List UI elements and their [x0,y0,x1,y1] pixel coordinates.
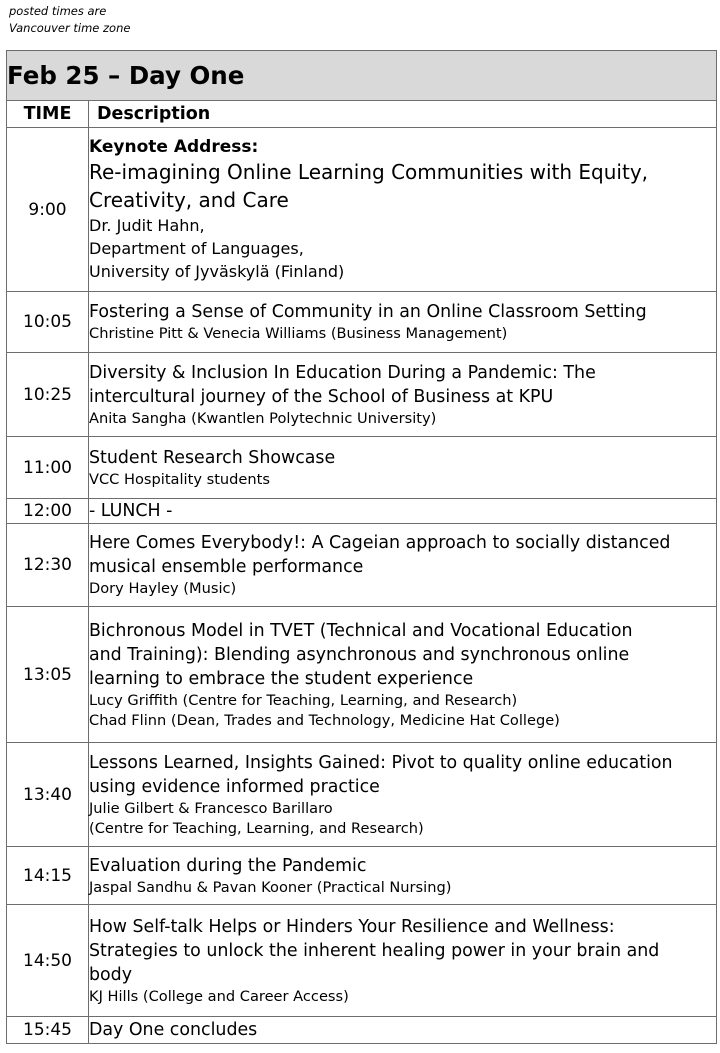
session-description [89,743,717,847]
schedule-row [7,743,717,847]
session-title-line: using evidence informed practice [89,776,380,797]
schedule-row [7,607,717,743]
timezone-note-line: Vancouver time zone [9,21,131,35]
keynote-title-line: Creativity, and Care [89,188,289,212]
session-speaker-line: KJ Hills (College and Career Access) [89,987,349,1005]
session-title-line: intercultural journey of the School of Business at KPU [89,386,554,407]
session-description [89,1017,717,1044]
session-description [89,524,717,607]
session-title-line: learning to embrace the student experience [89,668,474,689]
session-title-line: Here Comes Everybody!: A Cageian approach to socially distanced [89,533,671,553]
session-title-line: and Training): Blending asynchronous and synchronous online [89,644,630,665]
session-time: 11:00 [7,437,89,499]
session-title-line: Diversity & Inclusion In Education During a Pandemic: The [89,362,596,383]
schedule-row [7,524,717,607]
schedule-row [7,1017,717,1044]
session-speaker-line: Dory Hayley (Music) [89,580,237,597]
session-description [89,128,717,292]
session-title-line: Student Research Showcase [89,447,336,468]
description-column-header: Description [89,101,717,128]
session-speaker-line: Christine Pitt & Venecia Williams (Business Management) [89,325,508,342]
session-speaker-line: Chad Flinn (Dean, Trades and Technology, Medicine Hat College) [89,711,560,729]
session-title-line: Fostering a Sense of Community in an Online Classroom Setting [89,302,647,322]
session-time: 14:15 [7,847,89,905]
session-time: 10:25 [7,353,89,437]
session-title-line: Evaluation during the Pandemic [89,855,367,876]
session-speaker-line: (Centre for Teaching, Learning, and Research) [89,819,424,837]
session-time: 12:30 [7,524,89,607]
session-title-line: Lessons Learned, Insights Gained: Pivot to quality online education [89,752,673,773]
session-speaker-line: Anita Sangha (Kwantlen Polytechnic University) [89,409,437,427]
session-title-line: How Self-talk Helps or Hinders Your Resilience and Wellness: [89,916,615,937]
session-time: 10:05 [7,292,89,353]
schedule-row [7,292,717,353]
session-title-line: Strategies to unlock the inherent healing power in your brain and [89,940,660,961]
session-title-line: Day One concludes [89,1020,258,1040]
keynote-speaker-line: Dr. Judit Hahn, [89,216,205,235]
schedule-table [6,50,717,1044]
session-description [89,437,717,499]
session-description [89,607,717,743]
session-time: 14:50 [7,905,89,1017]
schedule-row [7,847,717,905]
session-time: 12:00 [7,499,89,524]
session-title-line: Bichronous Model in TVET (Technical and Vocational Education [89,620,633,641]
day-title: Feb 25 – Day One [7,51,717,101]
schedule-row-keynote [7,128,717,292]
session-description [89,847,717,905]
session-time: 13:05 [7,607,89,743]
session-speaker-line: Jaspal Sandhu & Pavan Kooner (Practical Nursing) [89,878,452,896]
schedule-row [7,353,717,437]
column-header-row [7,101,717,128]
schedule-row [7,499,717,524]
keynote-label: Keynote Address: [89,137,259,157]
session-time: 13:40 [7,743,89,847]
session-title-line: body [89,964,133,985]
timezone-note [9,3,130,37]
session-time: 9:00 [7,128,89,292]
session-speaker-line: VCC Hospitality students [89,470,270,488]
session-title-line: musical ensemble performance [89,557,364,577]
session-description [89,499,717,524]
session-speaker-line: Lucy Griffith (Centre for Teaching, Learning, and Research) [89,691,518,709]
time-column-header: TIME [7,101,89,128]
schedule-row [7,437,717,499]
keynote-speaker-line: Department of Languages, [89,239,304,258]
keynote-speaker-line: University of Jyväskylä (Finland) [89,262,345,281]
keynote-title-line: Re-imagining Online Learning Communities with Equity, [89,160,649,184]
timezone-note-line: posted times are [9,4,107,18]
session-description [89,905,717,1017]
session-speaker-line: Julie Gilbert & Francesco Barillaro [89,799,333,817]
schedule-row [7,905,717,1017]
session-title-line: - LUNCH - [89,501,173,521]
day-header-row [7,51,717,101]
session-description [89,353,717,437]
session-time: 15:45 [7,1017,89,1044]
session-description [89,292,717,353]
